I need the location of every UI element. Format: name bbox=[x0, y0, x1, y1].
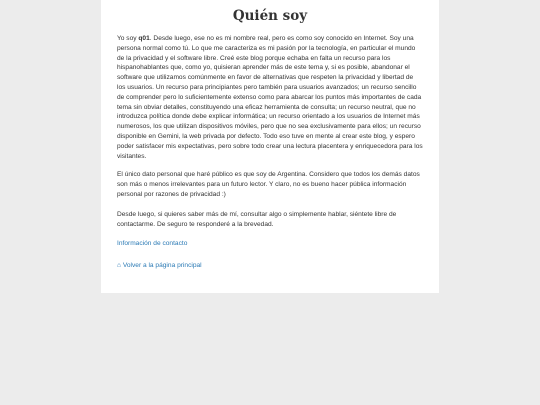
contact-paragraph: Desde luego, si quieres saber más de mí, consultar algo o simplemente hablar, siéntete libre de contactarme. De seguro te responderé a la brevedad. bbox=[117, 210, 397, 228]
intro-paragraph bbox=[117, 34, 423, 161]
contact-info-link[interactable]: Información de contacto bbox=[117, 240, 188, 248]
back-home-link[interactable]: ⌂ Volver a la página principal bbox=[117, 262, 202, 270]
content-card bbox=[101, 0, 439, 293]
intro-text: . Desde luego, ese no es mi nombre real, pero es como soy conocido en Internet. Soy una persona normal como tú. Lo que me caracteriza es mi pasión por la tecnología, en particular el mundo de la privacidad y el software libre. Creé este blog porque echaba en falta un recurso para los hispanohablantes que, como yo, quisieran aprender más de este tema y, si es posible, abandonar el software que utilizamos comúnmente en favor de alternativas que respeten la privacidad y libertad de los usuarios. Un recurso para principiantes pero también para usuarios avanzados; un recurso sencillo de comprender pero lo suficientemente extenso como para abarcar los puntos más importantes de cada tema sin obviar detalles, constituyendo una eficaz herramienta de consulta; un recurso neutral, que no introduzca política donde debe explicar informática; un recurso orientado a los usuarios de Internet más numerosos, los que utilizan dispositivos móviles, pero que no sea exclusivamente para ellos; un recurso disponible en Gemini, la web privada por defecto. Todo eso tuve en mente al crear este blog, y espero poder satisfacer mis expectativas, pero sobre todo crear una lectura placentera y enriquecedora para los visitantes. bbox=[117, 35, 423, 160]
page-title: Quién soy bbox=[232, 8, 308, 24]
origin-paragraph: El único dato personal que haré público es que soy de Argentina. Considero que todos los demás datos son más o menos irrelevantes para un futuro lector. Y claro, no es bueno hacer pública información personal por razones de privacidad :) bbox=[117, 171, 420, 198]
author-name: q01 bbox=[138, 35, 150, 42]
intro-prefix: Yo soy bbox=[117, 35, 139, 42]
